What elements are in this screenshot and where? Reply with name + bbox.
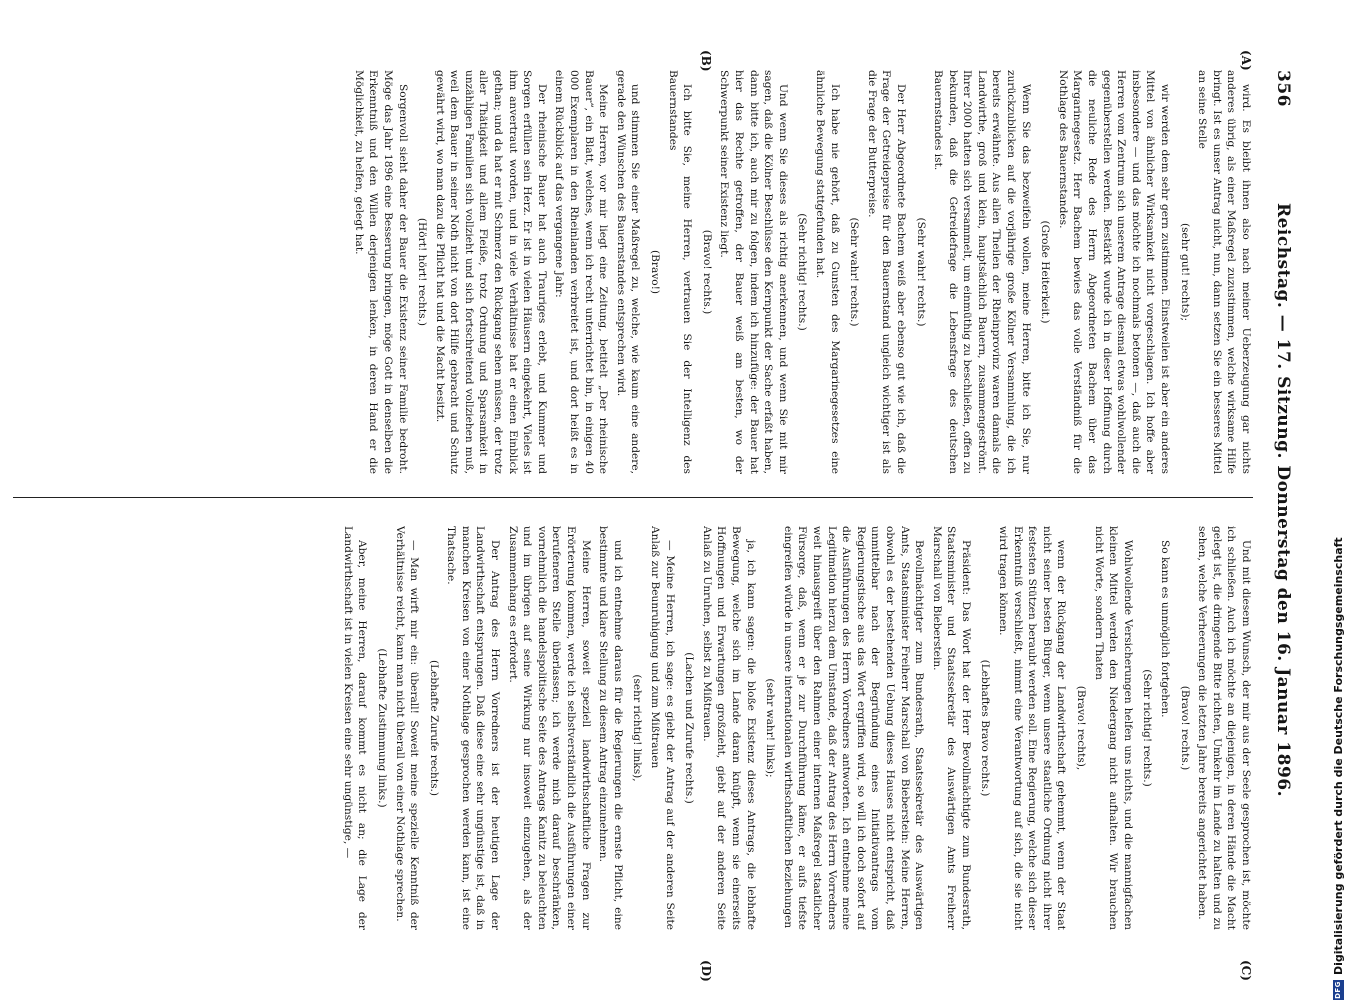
stage-direction: (Lebhafte Zustimmung links.) <box>375 648 388 808</box>
stage-direction: (sehr wahr! links); <box>764 678 777 778</box>
paragraph: Wenn Sie das bezweifeln wollen, meine Herren, bitte ich Sie, nur zurückzublicken auf die vorjährige große Kölner Versammlung, die ich bereits erwähnte. Aus allen Theilen der Rheinprovinz waren damals die Landwirthe, groß und klein, hauptsächlich Bauern, zusammengeströmt. Ihrer 2000 hatten sich versammelt, um einmüthig zu beschließen, offen zu bekunden, daß die Getreidefrage die Lebensfrage des deutschen Bauernstandes ist. <box>932 70 1032 474</box>
stage-direction: (Lebhaftes Bravo rechts.) <box>979 659 992 797</box>
paragraph: Und mit diesem Wunsch, der mir aus der Seele gesprochen ist, möchte ich schließen. Auch ich möchte an diejenigen, in deren Hände die Macht gelegt ist, die dringende Bitte richten, Umkehr im Lande zu halten und zu sehen, welche Verheerungen die letzten Jahre bereits angerichtet haben. <box>1196 526 1252 930</box>
stage-direction: (Hört! hört! rechts.) <box>416 217 429 327</box>
paragraph: Meine Herren, vor mir liegt eine Zeitung, betitelt „Der rheinische Bauer“, ein Blatt, welches, wenn ich recht unterrichtet bin, in einigen 40 000 Exemplaren in den Rheinlanden verbreitet ist, und dort heißt es in einem Rückblick auf das vergangene Jahr: <box>553 70 610 474</box>
left-column <box>8 70 1253 474</box>
digitization-footer <box>1332 537 1345 1000</box>
right-column <box>8 526 1253 930</box>
paragraph: Und wenn Sie dieses als richtig anerkennen, und wenn Sie mit mir sagen, daß die Kölner Beschlüsse den Kernpunkt der Sache erfaßt haben, dann bitte ich, auch mir zu folgen, indem ich hinzufüge: der Bauer hat hier das Rechte getroffen, der Bauer weiß am besten, wo der Schwerpunkt seiner Existenz liegt. <box>718 70 789 474</box>
paragraph: Wohlwollende Versicherungen helfen uns nichts, und die mannigfachen kleinen Mittel werden den Niedergang nicht aufhalten. Wir brauchen nicht Worte, sondern Thaten <box>1092 526 1134 930</box>
paragraph: Präsident: Das Wort hat der Herr Bevollmächtigte zum Bundesrath, Staatsminister und Staatssekretär des Auswärtigen Amts Freiherr Marschall von Bieberstein. <box>930 526 972 930</box>
stage-direction: (Bravo!) <box>649 249 662 295</box>
dfg-logo-icon: DFG <box>1334 981 1342 999</box>
paragraph: ja, ich kann sagen: die bloße Existenz dieses Antrags, die lebhafte Bewegung, welche sich im Lande daran knüpft, wenn sie einerseits Hoffnungen und Erwartungen großzieht, giebt auf der anderen Seite Anlaß zu Unruhen, selbst zu Mißtrauen. <box>700 526 757 930</box>
stage-direction: (sehr gut! rechts); <box>1178 222 1191 322</box>
stage-direction: (Bravo! rechts), <box>1075 685 1088 771</box>
stage-direction: (Sehr wahr! rechts.) <box>848 217 861 327</box>
footer-text: Digitalisierung gefördert durch die Deutsche Forschungsgemeinschaft <box>1332 537 1345 975</box>
paragraph: Bevollmächtigter zum Bundesrath, Staatssekretär des Auswärtigen Amts, Staatsminister Freiherr Marschall von Bieberstein: Meine Herren, obwohl es der bestehenden Uebung dieses Hauses nicht entspricht, daß unmittelbar nach der Begründung eines Initiativantrags vom Regierungstische aus das Wort ergriffen wird, so will ich doch sofort auf die Ausführungen des Herrn Vorredners antworten. Ich entnehme meine Legitimation hierzu dem Umstande, daß der Antrag des Herrn Vorredners weit hinausgreift über den Rahmen einer internen Maßregel staatlicher Fürsorge, daß, wenn er je zur Durchführung käme, er aufs tiefste eingreifen würde in unsere internationalen wirthschaftlichen Beziehungen <box>781 526 926 930</box>
paragraph: und stimmen Sie einer Maßregel zu, welche, wie kaum eine andere, gerade den Wünschen des Bauernstandes entsprechen wird. <box>614 70 642 474</box>
paragraph: — Meine Herren, ich sage: es giebt der Antrag auf der anderen Seite Anlaß zur Beunruhigung und zum Mißtrauen <box>649 526 676 930</box>
paragraph: Sorgenvoll sieht daher der Bauer die Existenz seiner Familie bedroht. Möge das Jahr 1896 eine Besserung bringen, möge Gott in denselben die Erkenntniß und den Willen derjenigen lenken, in deren Hand er die Möglichkeit, zu helfen, gelegt hat. <box>352 70 409 474</box>
stage-direction: (Große Heiterkeit.) <box>1039 220 1052 324</box>
stage-direction: (Bravo! rechts.) <box>1178 685 1191 771</box>
column-divider <box>13 497 1253 498</box>
paragraph: Der Antrag des Herrn Vorredners ist der heutigen Lage der Landwirthschaft entsprungen. Daß diese eine sehr ungünstige ist, daß in manchen Kreisen von einer Nothlage gesprochen werden kann, ist eine Thatsache. <box>445 526 502 930</box>
stage-direction: (Lachen und Zurufe rechts.) <box>683 652 696 804</box>
paragraph: Der rheinische Bauer hat auch Trauriges erlebt, und Kummer und Sorgen erfüllen sein Herz. Er ist in vielen Häusern eingekehrt, Vieles ist ihm anvertraut worden, und in viele Verhältnisse hat er einen Einblick gethan; und da hat er mit Schmerz den Rückgang sehen müssen, der trotz aller Thätigkeit und allem Fleiße, trotz Ordnung und Sparsamkeit in unzähligen Familien sich vollzieht und sich fortschreitend vollziehen muß, weil dem Bauer in seiner Noth nicht von dort Hilfe gebracht und Schutz gewährt wird, wo man dazu die Pflicht hat und die Macht besitzt. <box>433 70 548 474</box>
running-head <box>1267 70 1293 930</box>
paragraph: Der Herr Abgeordnete Bachem weiß aber ebenso gut wie ich, daß die Frage der Getreidepreise für den Bauernstand ungleich wichtiger ist als die Frage der Butterpreise. <box>865 70 907 474</box>
margin-letter-a: (A) <box>1239 50 1253 71</box>
margin-letter-c: (C) <box>1239 960 1253 981</box>
stage-direction: (Sehr richtig! rechts.) <box>1141 669 1154 787</box>
stage-direction: (Lebhafte Zurufe rechts.) <box>427 659 440 797</box>
stage-direction: (Sehr richtig! rechts.) <box>796 213 809 331</box>
paragraph: So kann es unmöglich fortgehen. <box>1159 540 1172 718</box>
page-title: Reichstag. — 17. Sitzung. Donnerstag den 16. Januar 1896. <box>1273 202 1293 798</box>
paragraph: wird. Es bleibt ihnen also nach meiner Ueberzeugung gar nichts anderes übrig, als einer Maßregel zuzustimmen, welche wirksame Hilfe bringt. Ist es unser Antrag nicht, nun, dann setzen Sie ein besseres Mittel an seine Stelle <box>1196 70 1252 474</box>
paragraph: Ich bitte Sie, meine Herren, vertrauen Sie der Intelligenz des Bauernstandes <box>666 70 694 474</box>
paragraph: Meine Herren, soweit speziell landwirthschaftliche Fragen zur Erörterung kommen, werde ich selbstverständlich die Ausführungen einer berufeneren Stelle überlassen; ich werde mich darauf beschränken, vornehmlich die handelspolitische Seite des Antrags Kanitz zu beleuchten und im übrigen auf seine Wirkung nur insoweit einzugehen, als der Zusammenhang es erfordert. <box>506 526 592 930</box>
page-number: 356 <box>1273 70 1293 107</box>
margin-letter-d: (D) <box>699 960 713 982</box>
paragraph: wenn der Rückgang der Landwirthschaft gehemmt, wenn der Staat nicht seiner besten Bürger, wenn unsere staatliche Ordnung nicht ihrer festesten Stützen beraubt werden soll. Eine Regierung, welche sich dieser Erkenntniß verschließt, nimmt eine Verantwortung auf sich, die sie nicht wird tragen können. <box>997 526 1068 930</box>
paragraph: und ich entnehme daraus für die Regierungen die ernste Pflicht, eine bestimmte und klare Stellung zu diesem Antrag einzunehmen. <box>597 526 624 930</box>
paragraph: — Man wirft mir ein: überall! Soweit meine spezielle Kenntniß der Verhältnisse reicht, kann man nicht überall von einer Nothlage sprechen. <box>393 526 421 930</box>
paragraph: Ich habe nie gehört, daß zu Gunsten des Margarinegesetzes eine ähnliche Bewegung stattgefunden hat. <box>813 70 841 474</box>
margin-letter-b: (B) <box>699 50 713 72</box>
paragraph: Aber, meine Herren, darauf kommt es nicht an; die Lage der Landwirthschaft ist in vielen Kreisen eine sehr ungünstige, — <box>341 526 369 930</box>
paragraph: wir werden dem sehr gern zustimmen. Einstweilen ist aber ein anderes Mittel von ähnlicher Wirksamkeit nicht vorgeschlagen. Ich hoffe aber insbesondere — und das möchte ich nochmals betonen —, daß auch die Herren vom Zentrum sich unserem Antrage diesmal etwas wohlwollender gegenüberstellen werden. Bestärkt wurde ich in dieser Hoffnung durch die neuliche Rede des Herrn Abgeordneten Bachem über das Margarinegesetz. Herr Bachem bewies das volle Verständniß für die Nothlage des Bauernstandes. <box>1056 70 1172 474</box>
stage-direction: (Sehr wahr! rechts.) <box>914 217 927 327</box>
stage-direction: (sehr richtig! links), <box>631 674 644 782</box>
stage-direction: (Bravo! rechts.) <box>700 229 713 315</box>
